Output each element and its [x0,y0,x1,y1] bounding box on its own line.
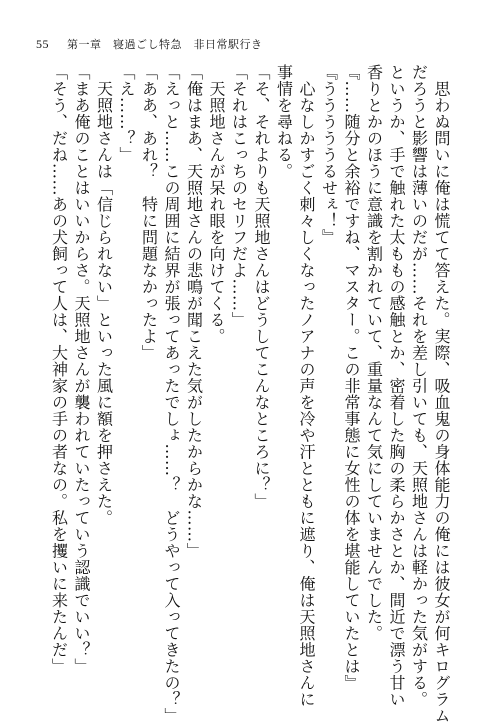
text-line-12: 「俺はまあ、天照地さんの悲鳴が聞こえた気がしたからかな……」 [184,64,204,559]
text-line-3: というか、手で触れた太ももの感触とか、密着した胸の柔らかさとか、間近で漂う甘い [387,64,406,708]
page-number: 55 [36,37,49,51]
text-line-2: だろうと影響は薄いのだが……それを差し引いても、天照地さんは軽かった気がする。 [409,64,429,708]
text-line-17: 「まあ俺のことはいいからさ。天照地さんが襲われていたっていう認識でいい？」 [72,64,91,675]
text-line-6: 『うううううるせぇ！』 [319,64,339,246]
text-line-13: 「えっと……この周囲に結界が張ってあったでしょ……？ どうやって入ってきたの？」 [162,64,181,724]
text-line-5: 『……随分と余裕ですね、マスター。この非常事態に女性の体を堪能していたとは』 [342,64,361,691]
text-line-7: 心なしかすごく刺々しくなったノアナの声を冷や汗とともに遮り、俺は天照地さんに [297,64,316,708]
text-line-15: 「え……？」 [117,64,136,163]
vertical-text-body [47,64,452,724]
text-line-10: 「それはこっちのセリフだよ……」 [229,64,249,328]
text-line-14: 「ああ、あれ？ 特に問題なかったよ」 [139,64,159,361]
text-line-1: 思わぬ問いに俺は慌てて答えた。実際、吸血鬼の身体能力の俺には彼女が何キログラム [432,64,451,724]
running-head: 第一章 寝過ごし特急 非日常駅行き [67,38,263,51]
page-header [36,36,263,52]
text-line-9: 「そ、それよりも天照地さんはどうしてこんなところに？」 [252,64,271,510]
text-line-18: 「そう、だね……あの犬飼って人は、大神家の手の者なの。私を攫いに来たんだ」 [49,64,69,675]
text-line-4: 香りとかのほうに意識を割かれていて、重量なんて気にしていませんでした。 [364,64,384,642]
text-line-16: 天照地さんは「信じられない」といった風に額を押さえた。 [94,64,114,526]
text-line-11: 天照地さんが呆れ眼を向けてくる。 [207,64,226,345]
text-line-8: 事情を尋ねる。 [274,64,294,180]
